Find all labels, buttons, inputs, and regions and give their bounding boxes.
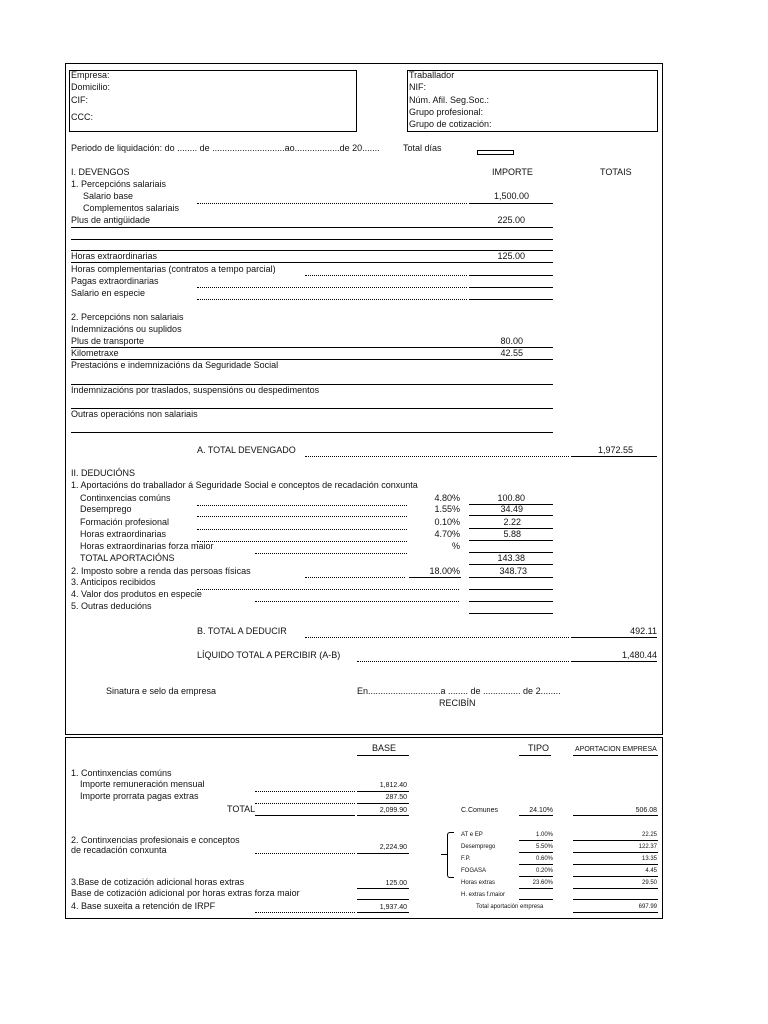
underline [469, 515, 553, 516]
tipo-label: FOGASA [461, 868, 487, 874]
grupo-profesional-label: Grupo profesional: [409, 107, 484, 117]
deducions-title: II. DEDUCIÓNS [71, 468, 136, 478]
dotted-line [255, 803, 355, 804]
grupo-cotizacion-label: Grupo de cotización: [409, 119, 492, 129]
dotted-line [357, 661, 569, 662]
underline [519, 840, 553, 841]
cif-label: CIF: [71, 95, 88, 105]
irpf-base-label: 4. Base suxeita a retención de IRPF [71, 901, 216, 911]
kilometraxe-label: Kilometraxe [71, 348, 119, 358]
underline [519, 852, 553, 853]
irpf-pct: 18.00% [429, 566, 460, 576]
dotted-line [197, 287, 467, 288]
tipo-pct: 1.00% [535, 832, 553, 838]
underline [519, 888, 553, 889]
valor-produtos-label: 4. Valor dos produtos en especie [71, 589, 202, 599]
plus-antiguidade-value: 225.00 [497, 215, 525, 225]
underline [573, 815, 658, 816]
ded-row-pct: 1.55% [434, 504, 460, 514]
total-dias-field [477, 150, 514, 155]
salario-base-label: Salario base [83, 191, 134, 201]
underline [357, 803, 409, 804]
dotted-line [255, 553, 407, 554]
ded-row-label: Desemprego [80, 504, 132, 514]
ded-row-label: Horas extraordinarias [80, 529, 167, 539]
underline [571, 661, 657, 662]
underline [573, 888, 658, 889]
dotted-line [197, 516, 407, 517]
tipo-pct: 5.50% [535, 844, 553, 850]
underline [357, 912, 409, 913]
underline [71, 239, 553, 240]
complementos-label: Complementos salariais [83, 203, 180, 213]
total-aportacion-empresa-value: 697.99 [638, 904, 657, 910]
ccomunes-value: 506.08 [635, 807, 657, 814]
dotted-line [197, 589, 459, 590]
tipo-value: 122.37 [638, 844, 657, 850]
horas-extras-base-value: 125.00 [385, 880, 407, 887]
ded-row-pct: 0.10% [434, 517, 460, 527]
importe-remuneracion-value: 1,812.40 [379, 782, 407, 789]
dotted-line [305, 456, 569, 457]
tipo-value: 4.45 [645, 868, 657, 874]
traballador-label: Traballador [409, 70, 455, 80]
ccomunes-pct: 24.10% [529, 807, 553, 814]
underline [71, 432, 553, 433]
underline [519, 899, 553, 900]
dotted-line [305, 577, 405, 578]
horas-extras-label: Horas extras [461, 880, 496, 886]
sinatura-label: Sinatura e selo da empresa [106, 686, 217, 696]
ded-row-value: 2.22 [503, 517, 521, 527]
liquido-value: 1,480.44 [621, 650, 657, 660]
importe-header: IMPORTE [492, 167, 533, 177]
irpf-value: 348.73 [499, 566, 527, 576]
empresa-box [69, 70, 357, 132]
total-devengado-value: 1,972.55 [597, 445, 633, 455]
ded-row-pct: 4.70% [434, 529, 460, 539]
dotted-line [197, 505, 407, 506]
percepcions-non-salariais: 2. Percepcións non salariais [71, 312, 184, 322]
tipo-pct: 0.20% [535, 868, 553, 874]
importe-prorrata-value: 287.50 [385, 794, 407, 801]
percepcions-salariais: 1. Percepcións salariais [71, 179, 167, 189]
payslip-frame [65, 63, 663, 735]
ded-row-value: 100.80 [497, 493, 525, 503]
total-devengado-label: A. TOTAL DEVENGADO [197, 445, 296, 455]
dotted-line [255, 601, 459, 602]
aportacions-label: 1. Aportacións do traballador á Seguridade Social e conceptos de recadación conxunta [71, 480, 418, 490]
underline [469, 540, 553, 541]
tipo-label: Desemprego [461, 844, 496, 850]
horas-extras-pct: 23.60% [532, 880, 553, 886]
forza-maior-base-label: Base de cotización adicional por horas extras forza maior [71, 888, 300, 898]
underline [255, 815, 355, 816]
plus-transporte-value: 80.00 [500, 336, 523, 346]
underline [469, 275, 553, 276]
plus-antiguidade-label: Plus de antigüidade [71, 215, 151, 225]
ccc-label: CCC: [71, 112, 93, 122]
underline [469, 577, 553, 578]
dotted-line [197, 203, 467, 204]
importe-prorrata-label: Importe prorrata pagas extras [80, 791, 199, 801]
brace-point [441, 854, 447, 855]
brace-bracket [447, 832, 454, 878]
dotted-line [197, 529, 407, 530]
underline [573, 840, 658, 841]
tipo-label: AT e EP [461, 832, 483, 838]
underline [469, 299, 553, 300]
underline [519, 755, 551, 756]
totais-header: TOTAIS [600, 167, 632, 177]
continxencias-prof-line2: de recadación conxunta [71, 845, 167, 855]
underline [469, 287, 553, 288]
underline [357, 888, 409, 889]
kilometraxe-value: 42.55 [500, 348, 523, 358]
ded-row-label: Continxencias comúns [80, 493, 171, 503]
underline [571, 456, 657, 457]
recibin-label: RECIBÍN [439, 698, 476, 708]
horas-extras-base-label: 3.Base de cotización adicional horas extras [71, 877, 245, 887]
ded-row-value: 5.88 [503, 529, 521, 539]
nif-label: NIF: [409, 82, 426, 92]
plus-transporte-label: Plus de transporte [71, 336, 145, 346]
underline [573, 912, 658, 913]
indemnizacions-traslados-label: Indemnizacións por traslados, suspensións ou despedimentos [71, 385, 320, 395]
underline [469, 601, 553, 602]
underline [357, 791, 409, 792]
total-aportacion-empresa-label: Total aportación empresa [476, 904, 544, 910]
h-extras-fmaior-label: H. extras f.maior [461, 892, 506, 898]
empresa-label: Empresa: [71, 70, 110, 80]
underline [573, 852, 658, 853]
ccomunes-label: C.Comunes [461, 807, 498, 814]
tipo-value: 22.25 [641, 832, 657, 838]
aportacion-empresa-header: APORTACION EMPRESA [575, 746, 657, 753]
dotted-line [255, 912, 355, 913]
continxencias-prof-value: 2,224.90 [379, 844, 407, 851]
tipo-pct: 0.60% [535, 856, 553, 862]
anticipos-label: 3. Anticipos recibidos [71, 577, 156, 587]
ded-row-value: 34.49 [500, 504, 523, 514]
dotted-line [255, 791, 355, 792]
underline [519, 876, 553, 877]
ded-row-pct: % [451, 541, 460, 551]
underline [71, 262, 553, 263]
continxencias-comuns-title: 1. Continxencias comúns [71, 768, 172, 778]
total-aportacions-label: TOTAL APORTACIÓNS [80, 553, 175, 563]
dotted-line [197, 541, 407, 542]
pagas-extra-label: Pagas extraordinarias [71, 276, 159, 286]
num-afil-label: Núm. Afil. Seg.Soc.: [409, 95, 490, 105]
ded-row-pct: 4.80% [434, 493, 460, 503]
total-value: 2,099.90 [379, 807, 407, 814]
tipo-header: TIPO [528, 743, 550, 753]
outras-deducions-label: 5. Outras deducións [71, 601, 152, 611]
underline [519, 864, 553, 865]
underline [469, 613, 553, 614]
prestacions-label: Prestacións e indemnizacións da Seguridade Social [71, 360, 279, 370]
tipo-label: F.P. [461, 856, 471, 862]
dotted-line [197, 299, 467, 300]
total-deducir-label: B. TOTAL A DEDUCIR [197, 626, 287, 636]
horas-extras-value: 29.50 [641, 880, 657, 886]
underline [573, 876, 658, 877]
irpf-label: 2. Imposto sobre a renda das persoas físicas [71, 566, 251, 576]
devengos-title: I. DEVENGOS [71, 167, 130, 177]
lugar-data: En.............................a ........ de ............... de 2........ [357, 686, 561, 696]
underline [519, 815, 553, 816]
underline [409, 577, 461, 578]
total-aportacions-value: 143.38 [497, 553, 525, 563]
underline [573, 864, 658, 865]
underline [469, 564, 553, 565]
tipo-value: 13.35 [641, 856, 657, 862]
underline [571, 637, 657, 638]
continxencias-prof-line1: 2. Continxencias profesionais e conceptos [71, 835, 240, 845]
total-dias-label: Total días [403, 143, 442, 153]
total-label: TOTAL [227, 804, 256, 814]
indemnizacions-label: Indemnizacións ou suplidos [71, 324, 182, 334]
ded-row-label: Horas extraordinarias forza maior [80, 541, 214, 551]
underline [357, 815, 409, 816]
base-header: BASE [372, 743, 397, 753]
periodo-liquidacion: Periodo de liquidación: do ........ de .............................ao..................de 20....... [71, 143, 380, 153]
horas-complementarias-label: Horas complementarias (contratos a tempo parcial) [71, 264, 276, 274]
dotted-line [255, 853, 355, 854]
underline [357, 899, 409, 900]
underline [357, 755, 409, 756]
importe-remuneracion-label: Importe remuneración mensual [80, 779, 205, 789]
underline [71, 227, 553, 228]
underline [469, 589, 553, 590]
underline [469, 203, 553, 204]
ded-row-label: Formación profesional [80, 517, 170, 527]
domicilio-label: Domicilio: [71, 82, 111, 92]
horas-extra-label: Horas extraordinarias [71, 251, 158, 261]
horas-extra-value: 125.00 [497, 251, 525, 261]
total-deducir-value: 492.11 [630, 626, 657, 636]
dotted-line [305, 275, 467, 276]
underline [573, 755, 658, 756]
underline [573, 899, 658, 900]
outras-operacions-label: Outras operacións non salariais [71, 409, 198, 419]
salario-base-value: 1,500.00 [493, 191, 529, 201]
liquido-label: LÍQUIDO TOTAL A PERCIBIR (A-B) [197, 650, 341, 660]
underline [357, 853, 409, 854]
irpf-base-value: 1,937.40 [379, 904, 407, 911]
dotted-line [305, 637, 569, 638]
salario-especie-label: Salario en especie [71, 288, 146, 298]
